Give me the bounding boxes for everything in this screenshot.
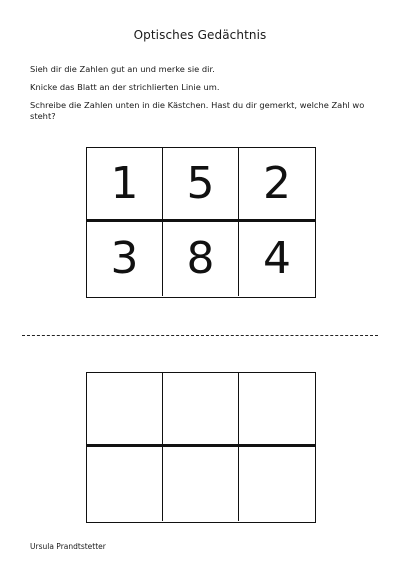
answer-cell[interactable] — [87, 447, 163, 521]
number-cell: 2 — [239, 148, 315, 222]
answer-cell[interactable] — [239, 373, 315, 447]
answer-grid — [86, 372, 316, 523]
number-cell: 4 — [263, 233, 291, 284]
answer-cell[interactable] — [163, 447, 239, 521]
answer-cell[interactable] — [163, 373, 239, 447]
answer-cell[interactable] — [239, 447, 315, 521]
fold-line — [22, 335, 378, 336]
instruction-line: Sieh dir die Zahlen gut an und merke sie dir. — [30, 64, 215, 74]
number-cell: 8 — [163, 222, 239, 296]
number-cell: 1 — [87, 148, 163, 222]
author-name: Ursula Prandtstetter — [30, 542, 106, 551]
number-cell: 5 — [163, 148, 239, 222]
instructions — [30, 64, 375, 129]
instruction-line: Schreibe die Zahlen unten in die Kästchen. Hast du dir gemerkt, welche Zahl wo steht? — [30, 100, 365, 121]
answer-cell[interactable] — [87, 373, 163, 447]
instruction-line: Knicke das Blatt an der strichlierten Linie um. — [30, 82, 220, 92]
page-title: Optisches Gedächtnis — [133, 28, 267, 42]
number-grid — [86, 147, 316, 298]
number-cell: 3 — [87, 222, 163, 296]
